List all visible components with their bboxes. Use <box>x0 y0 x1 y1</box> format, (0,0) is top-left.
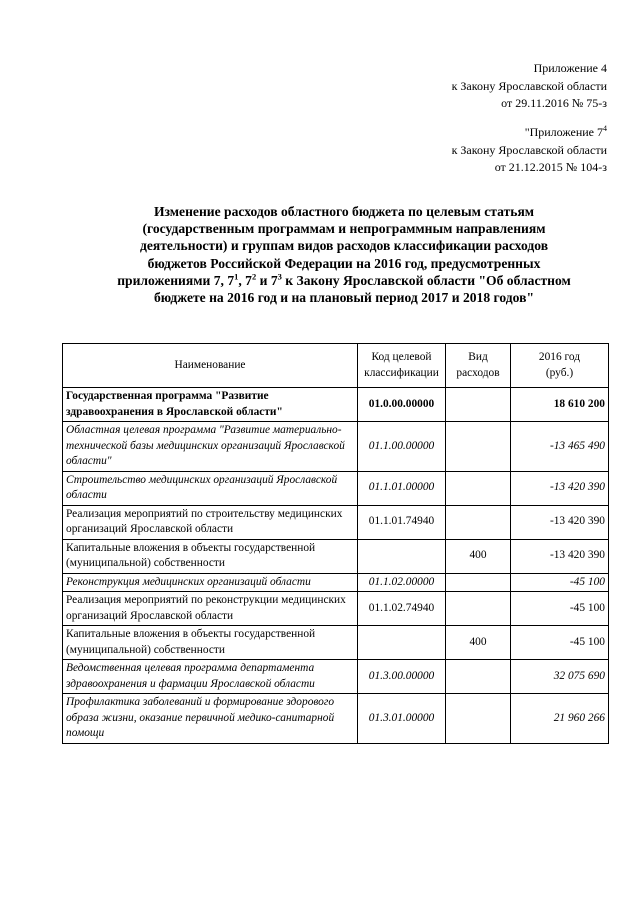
row-name-cell: Реконструкция медицинских организаций области <box>63 573 358 592</box>
row-code-cell: 01.1.01.74940 <box>358 505 446 539</box>
table-header-row <box>63 344 609 388</box>
table-row <box>63 592 609 626</box>
row-type-cell: 400 <box>446 539 511 573</box>
row-amount-cell: -45 100 <box>511 573 609 592</box>
header-amount <box>511 344 609 388</box>
table-row <box>63 388 609 422</box>
table-row <box>63 471 609 505</box>
row-name-cell: Реализация мероприятий по реконструкции медицинских организаций Ярославской области <box>63 592 358 626</box>
row-name-cell: Областная целевая программа "Развитие материально-технической базы медицинских организаций Ярославской области" <box>63 422 358 472</box>
row-code-cell <box>358 626 446 660</box>
row-type-cell <box>446 471 511 505</box>
row-amount-cell: -13 465 490 <box>511 422 609 472</box>
title-line-5-part-d: к Закону Ярославской области "Об областном <box>281 272 571 288</box>
row-name-cell: Строительство медицинских организаций Ярославской области <box>63 471 358 505</box>
title-line-3: деятельности) и группам видов расходов классификации расходов <box>139 238 549 254</box>
header-amount-line-1: 2016 год <box>538 351 581 363</box>
title-line-5 <box>70 272 618 289</box>
table-body <box>63 388 609 744</box>
row-amount-cell: -45 100 <box>511 592 609 626</box>
row-type-cell <box>446 573 511 592</box>
row-name-cell: Ведомственная целевая программа департамента здравоохранения и фармации Ярославской области <box>63 660 358 694</box>
annex-2-line-3: от 21.12.2015 № 104-з <box>494 160 607 174</box>
row-type-cell <box>446 694 511 744</box>
table-row <box>63 505 609 539</box>
budget-table <box>62 343 609 744</box>
annex-2-line-1-text: "Приложение 7 <box>524 125 603 139</box>
title-sup-1: 1 <box>234 271 239 282</box>
annex-2-line-2: к Закону Ярославской области <box>451 142 607 157</box>
row-name-cell: Капитальные вложения в объекты государственной (муниципальной) собственности <box>63 626 358 660</box>
annex-header-2 <box>452 124 607 177</box>
header-amount-line-2: (руб.) <box>545 366 574 379</box>
table-row <box>63 626 609 660</box>
row-type-cell <box>446 660 511 694</box>
annex-1-line-2: к Закону Ярославской области <box>451 78 607 93</box>
title-line-5-part-a: приложениями 7, 7 <box>117 272 235 288</box>
row-type-cell <box>446 388 511 422</box>
header-code-line-1: Код целевой <box>371 351 432 363</box>
title-sup-3: 3 <box>277 271 282 282</box>
row-type-cell <box>446 422 511 472</box>
title-line-5-part-b: , 7 <box>238 272 252 288</box>
row-amount-cell: -13 420 390 <box>511 505 609 539</box>
annex-2-line-1 <box>452 124 607 142</box>
header-type-line-2: расходов <box>456 366 500 379</box>
title-line-4: бюджетов Российской Федерации на 2016 год, предусмотренных <box>147 255 541 271</box>
annex-header-1 <box>452 60 607 113</box>
row-amount-cell: -13 420 390 <box>511 539 609 573</box>
table-row <box>63 694 609 744</box>
row-code-cell: 01.1.02.74940 <box>358 592 446 626</box>
row-code-cell: 01.0.00.00000 <box>358 388 446 422</box>
row-amount-cell: 18 610 200 <box>511 388 609 422</box>
header-code-line-2: классификации <box>364 366 439 379</box>
title-sup-2: 2 <box>251 271 257 282</box>
row-name-cell: Государственная программа "Развитие здравоохранения в Ярославской области" <box>63 388 358 422</box>
row-amount-cell: 21 960 266 <box>511 694 609 744</box>
row-name-cell: Капитальные вложения в объекты государственной (муниципальной) собственности <box>63 539 358 573</box>
annex-1-line-3: от 29.11.2016 № 75-з <box>501 96 607 110</box>
annex-2-superscript: 4 <box>603 124 607 133</box>
row-name-cell: Профилактика заболеваний и формирование здорового образа жизни, оказание первичной медико-санитарной помощи <box>63 694 358 744</box>
title-line-2: (государственным программам и непрограммным направлениям <box>142 221 546 237</box>
row-name-cell: Реализация мероприятий по строительству медицинских организаций Ярославской области <box>63 505 358 539</box>
row-code-cell: 01.1.00.00000 <box>358 422 446 472</box>
header-type-line-1: Вид <box>468 351 488 363</box>
annex-1-line-1: Приложение 4 <box>533 61 607 75</box>
document-title <box>70 203 618 306</box>
row-type-cell: 400 <box>446 626 511 660</box>
table-row <box>63 573 609 592</box>
row-code-cell: 01.3.01.00000 <box>358 694 446 744</box>
row-amount-cell: -45 100 <box>511 626 609 660</box>
header-type <box>446 344 511 388</box>
row-type-cell <box>446 505 511 539</box>
title-line-6: бюджете на 2016 год и на плановый период 2017 и 2018 годов" <box>153 290 535 306</box>
row-code-cell <box>358 539 446 573</box>
table-row <box>63 660 609 694</box>
header-code <box>358 344 446 388</box>
row-code-cell: 01.1.01.00000 <box>358 471 446 505</box>
row-type-cell <box>446 592 511 626</box>
header-name: Наименование <box>63 344 358 388</box>
table-row <box>63 422 609 472</box>
row-code-cell: 01.1.02.00000 <box>358 573 446 592</box>
title-line-5-part-c: и 7 <box>256 272 278 288</box>
row-code-cell: 01.3.00.00000 <box>358 660 446 694</box>
title-line-1: Изменение расходов областного бюджета по целевым статьям <box>153 204 535 219</box>
row-amount-cell: -13 420 390 <box>511 471 609 505</box>
row-amount-cell: 32 075 690 <box>511 660 609 694</box>
table-row <box>63 539 609 573</box>
